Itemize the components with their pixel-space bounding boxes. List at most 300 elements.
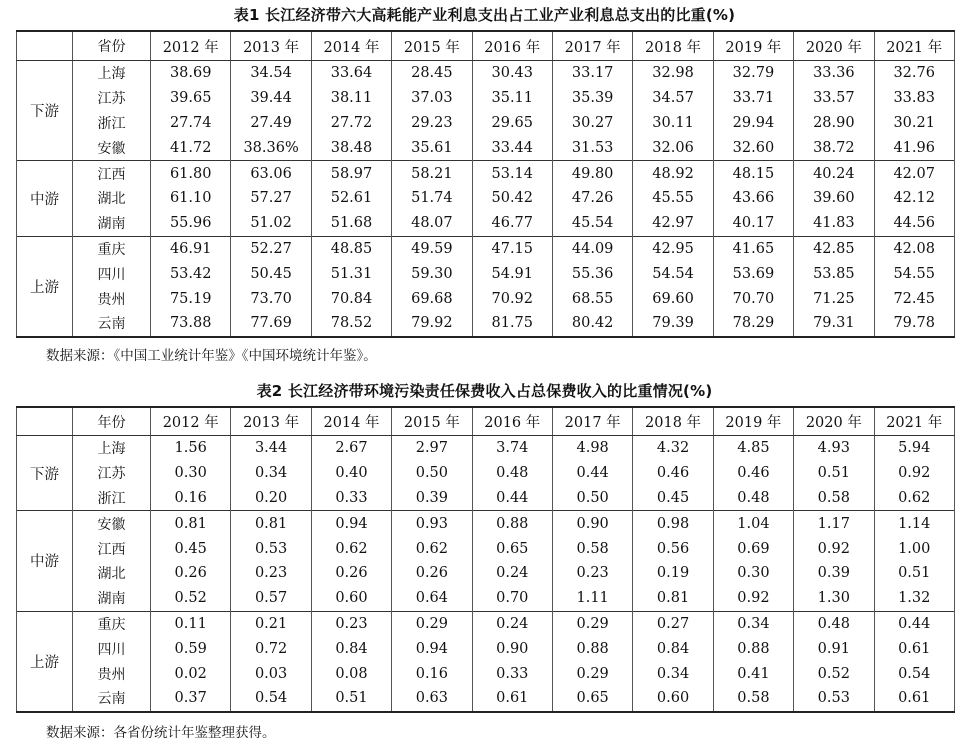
value-cell: 0.44 (552, 461, 632, 486)
value-cell: 1.56 (151, 436, 231, 461)
value-cell: 0.44 (472, 486, 552, 511)
value-cell: 1.11 (552, 586, 632, 611)
value-cell: 45.55 (633, 186, 713, 211)
value-cell: 0.70 (472, 586, 552, 611)
value-cell: 81.75 (472, 311, 552, 337)
value-cell: 4.85 (713, 436, 793, 461)
year-header-cell: 2020 年 (794, 407, 874, 436)
table-row (17, 511, 955, 536)
value-cell: 27.74 (151, 111, 231, 136)
value-cell: 0.24 (472, 611, 552, 636)
value-cell: 38.48 (311, 135, 391, 160)
table-row (17, 436, 955, 461)
value-cell: 53.85 (794, 261, 874, 286)
value-cell: 0.92 (713, 586, 793, 611)
year-header-cell: 2014 年 (311, 31, 391, 61)
year-header-cell: 2015 年 (392, 31, 472, 61)
province-cell: 湖北 (73, 186, 151, 211)
value-cell: 0.26 (151, 561, 231, 586)
value-cell: 32.79 (713, 61, 793, 86)
province-cell: 湖北 (73, 561, 151, 586)
value-cell: 75.19 (151, 286, 231, 311)
table-row (17, 135, 955, 160)
value-cell: 48.07 (392, 211, 472, 236)
value-cell: 42.85 (794, 236, 874, 261)
value-cell: 52.61 (311, 186, 391, 211)
value-cell: 0.72 (231, 636, 311, 661)
value-cell: 43.66 (713, 186, 793, 211)
value-cell: 0.02 (151, 661, 231, 686)
value-cell: 37.03 (392, 86, 472, 111)
value-cell: 57.27 (231, 186, 311, 211)
value-cell: 4.93 (794, 436, 874, 461)
value-cell: 1.17 (794, 511, 874, 536)
value-cell: 44.09 (552, 236, 632, 261)
value-cell: 33.71 (713, 86, 793, 111)
value-cell: 0.61 (874, 686, 954, 712)
value-cell: 0.59 (151, 636, 231, 661)
table1 (16, 30, 955, 338)
value-cell: 55.36 (552, 261, 632, 286)
value-cell: 0.84 (311, 636, 391, 661)
table-row (17, 261, 955, 286)
value-cell: 0.34 (713, 611, 793, 636)
year-header-cell: 2014 年 (311, 407, 391, 436)
value-cell: 48.85 (311, 236, 391, 261)
table-row (17, 211, 955, 236)
table-row (17, 486, 955, 511)
value-cell: 2.97 (392, 436, 472, 461)
region-cell: 下游 (17, 61, 73, 161)
value-cell: 0.30 (713, 561, 793, 586)
value-cell: 33.57 (794, 86, 874, 111)
value-cell: 30.21 (874, 111, 954, 136)
value-cell: 35.61 (392, 135, 472, 160)
province-cell: 贵州 (73, 286, 151, 311)
value-cell: 38.36% (231, 135, 311, 160)
value-cell: 0.84 (633, 636, 713, 661)
value-cell: 79.39 (633, 311, 713, 337)
value-cell: 0.58 (794, 486, 874, 511)
value-cell: 79.92 (392, 311, 472, 337)
value-cell: 28.90 (794, 111, 874, 136)
value-cell: 0.51 (874, 561, 954, 586)
value-cell: 0.26 (311, 561, 391, 586)
region-cell: 上游 (17, 611, 73, 712)
value-cell: 69.68 (392, 286, 472, 311)
value-cell: 0.57 (231, 586, 311, 611)
year-header-cell: 2018 年 (633, 407, 713, 436)
value-cell: 0.48 (472, 461, 552, 486)
value-cell: 48.92 (633, 161, 713, 186)
year-header-cell: 2012 年 (151, 31, 231, 61)
value-cell: 3.74 (472, 436, 552, 461)
value-cell: 1.04 (713, 511, 793, 536)
value-cell: 0.29 (552, 661, 632, 686)
province-cell: 云南 (73, 311, 151, 337)
year-header-cell: 2019 年 (713, 407, 793, 436)
year-header-cell: 2019 年 (713, 31, 793, 61)
province-cell: 四川 (73, 261, 151, 286)
value-cell: 0.24 (472, 561, 552, 586)
value-cell: 4.98 (552, 436, 632, 461)
value-cell: 0.54 (874, 661, 954, 686)
value-cell: 0.37 (151, 686, 231, 712)
table-row (17, 186, 955, 211)
value-cell: 0.08 (311, 661, 391, 686)
province-header-cell: 省份 (73, 31, 151, 61)
value-cell: 38.72 (794, 135, 874, 160)
value-cell: 0.81 (151, 511, 231, 536)
value-cell: 53.42 (151, 261, 231, 286)
province-cell: 湖南 (73, 586, 151, 611)
table-row (17, 586, 955, 611)
year-header-cell: 2016 年 (472, 31, 552, 61)
value-cell: 73.88 (151, 311, 231, 337)
value-cell: 0.88 (713, 636, 793, 661)
province-cell: 重庆 (73, 236, 151, 261)
value-cell: 0.64 (392, 586, 472, 611)
value-cell: 0.93 (392, 511, 472, 536)
value-cell: 70.92 (472, 286, 552, 311)
value-cell: 0.62 (392, 536, 472, 561)
region-header-cell (17, 31, 73, 61)
value-cell: 47.26 (552, 186, 632, 211)
value-cell: 33.36 (794, 61, 874, 86)
value-cell: 49.59 (392, 236, 472, 261)
table1-caption: 表1 长江经济带六大高耗能产业利息支出占工业产业利息总支出的比重(%) (233, 6, 736, 24)
value-cell: 30.43 (472, 61, 552, 86)
value-cell: 0.44 (874, 611, 954, 636)
value-cell: 0.90 (472, 636, 552, 661)
province-cell: 浙江 (73, 111, 151, 136)
value-cell: 77.69 (231, 311, 311, 337)
value-cell: 0.62 (874, 486, 954, 511)
value-cell: 0.39 (794, 561, 874, 586)
value-cell: 0.65 (472, 536, 552, 561)
value-cell: 41.96 (874, 135, 954, 160)
value-cell: 1.30 (794, 586, 874, 611)
province-cell: 安徽 (73, 511, 151, 536)
value-cell: 0.53 (794, 686, 874, 712)
value-cell: 0.50 (392, 461, 472, 486)
value-cell: 58.97 (311, 161, 391, 186)
value-cell: 72.45 (874, 286, 954, 311)
value-cell: 0.20 (231, 486, 311, 511)
value-cell: 54.91 (472, 261, 552, 286)
table-row (17, 286, 955, 311)
value-cell: 69.60 (633, 286, 713, 311)
value-cell: 33.83 (874, 86, 954, 111)
value-cell: 79.78 (874, 311, 954, 337)
table-row (17, 236, 955, 261)
region-cell: 下游 (17, 436, 73, 511)
value-cell: 33.64 (311, 61, 391, 86)
year-header-cell: 2021 年 (874, 407, 954, 436)
table1-header-row (17, 31, 955, 61)
table-row (17, 536, 955, 561)
value-cell: 1.14 (874, 511, 954, 536)
value-cell: 0.29 (552, 611, 632, 636)
province-cell: 上海 (73, 436, 151, 461)
value-cell: 78.52 (311, 311, 391, 337)
value-cell: 54.54 (633, 261, 713, 286)
table-row (17, 86, 955, 111)
value-cell: 33.44 (472, 135, 552, 160)
value-cell: 35.11 (472, 86, 552, 111)
value-cell: 0.34 (633, 661, 713, 686)
value-cell: 47.15 (472, 236, 552, 261)
region-cell: 中游 (17, 161, 73, 236)
table2-header-row (17, 407, 955, 436)
table-row (17, 686, 955, 712)
province-header-cell: 年份 (73, 407, 151, 436)
province-cell: 安徽 (73, 135, 151, 160)
value-cell: 0.48 (794, 611, 874, 636)
year-header-cell: 2018 年 (633, 31, 713, 61)
value-cell: 0.41 (713, 661, 793, 686)
table-row (17, 461, 955, 486)
value-cell: 40.24 (794, 161, 874, 186)
value-cell: 32.60 (713, 135, 793, 160)
province-cell: 四川 (73, 636, 151, 661)
year-header-cell: 2017 年 (552, 31, 632, 61)
value-cell: 0.60 (633, 686, 713, 712)
value-cell: 30.27 (552, 111, 632, 136)
value-cell: 0.81 (633, 586, 713, 611)
value-cell: 0.45 (151, 536, 231, 561)
province-cell: 上海 (73, 61, 151, 86)
value-cell: 41.65 (713, 236, 793, 261)
value-cell: 59.30 (392, 261, 472, 286)
value-cell: 41.72 (151, 135, 231, 160)
value-cell: 32.76 (874, 61, 954, 86)
region-header-cell (17, 407, 73, 436)
region-cell: 上游 (17, 236, 73, 337)
value-cell: 0.92 (794, 536, 874, 561)
value-cell: 27.72 (311, 111, 391, 136)
value-cell: 0.98 (633, 511, 713, 536)
value-cell: 42.12 (874, 186, 954, 211)
value-cell: 0.46 (633, 461, 713, 486)
value-cell: 32.98 (633, 61, 713, 86)
value-cell: 50.42 (472, 186, 552, 211)
province-cell: 江西 (73, 161, 151, 186)
table-row (17, 111, 955, 136)
value-cell: 0.51 (794, 461, 874, 486)
value-cell: 63.06 (231, 161, 311, 186)
province-cell: 重庆 (73, 611, 151, 636)
province-cell: 江苏 (73, 461, 151, 486)
value-cell: 0.19 (633, 561, 713, 586)
value-cell: 1.32 (874, 586, 954, 611)
value-cell: 0.90 (552, 511, 632, 536)
value-cell: 41.83 (794, 211, 874, 236)
value-cell: 73.70 (231, 286, 311, 311)
value-cell: 51.02 (231, 211, 311, 236)
table2-source-note: 数据来源：各省份统计年鉴整理获得。 (46, 725, 276, 741)
value-cell: 0.92 (874, 461, 954, 486)
value-cell: 55.96 (151, 211, 231, 236)
value-cell: 0.53 (231, 536, 311, 561)
region-cell: 中游 (17, 511, 73, 611)
value-cell: 0.94 (311, 511, 391, 536)
value-cell: 53.69 (713, 261, 793, 286)
value-cell: 0.30 (151, 461, 231, 486)
value-cell: 0.65 (552, 686, 632, 712)
value-cell: 0.81 (231, 511, 311, 536)
value-cell: 31.53 (552, 135, 632, 160)
value-cell: 38.69 (151, 61, 231, 86)
value-cell: 0.03 (231, 661, 311, 686)
value-cell: 1.00 (874, 536, 954, 561)
value-cell: 42.95 (633, 236, 713, 261)
value-cell: 0.45 (633, 486, 713, 511)
value-cell: 0.52 (151, 586, 231, 611)
value-cell: 51.68 (311, 211, 391, 236)
value-cell: 34.54 (231, 61, 311, 86)
value-cell: 30.11 (633, 111, 713, 136)
value-cell: 0.16 (392, 661, 472, 686)
value-cell: 0.21 (231, 611, 311, 636)
value-cell: 3.44 (231, 436, 311, 461)
value-cell: 34.57 (633, 86, 713, 111)
value-cell: 0.46 (713, 461, 793, 486)
value-cell: 44.56 (874, 211, 954, 236)
value-cell: 0.94 (392, 636, 472, 661)
value-cell: 50.45 (231, 261, 311, 286)
province-cell: 浙江 (73, 486, 151, 511)
value-cell: 68.55 (552, 286, 632, 311)
value-cell: 0.51 (311, 686, 391, 712)
value-cell: 38.11 (311, 86, 391, 111)
value-cell: 0.61 (874, 636, 954, 661)
value-cell: 48.15 (713, 161, 793, 186)
value-cell: 0.62 (311, 536, 391, 561)
value-cell: 51.74 (392, 186, 472, 211)
value-cell: 29.23 (392, 111, 472, 136)
value-cell: 27.49 (231, 111, 311, 136)
table2-caption: 表2 长江经济带环境污染责任保费收入占总保费收入的比重情况(%) (256, 382, 713, 400)
value-cell: 0.61 (472, 686, 552, 712)
value-cell: 5.94 (874, 436, 954, 461)
value-cell: 80.42 (552, 311, 632, 337)
value-cell: 28.45 (392, 61, 472, 86)
value-cell: 0.27 (633, 611, 713, 636)
value-cell: 29.94 (713, 111, 793, 136)
value-cell: 79.31 (794, 311, 874, 337)
value-cell: 78.29 (713, 311, 793, 337)
province-cell: 江西 (73, 536, 151, 561)
value-cell: 0.23 (552, 561, 632, 586)
value-cell: 71.25 (794, 286, 874, 311)
value-cell: 45.54 (552, 211, 632, 236)
value-cell: 0.58 (552, 536, 632, 561)
value-cell: 42.08 (874, 236, 954, 261)
value-cell: 0.26 (392, 561, 472, 586)
table-row (17, 636, 955, 661)
value-cell: 0.23 (231, 561, 311, 586)
value-cell: 0.11 (151, 611, 231, 636)
year-header-cell: 2021 年 (874, 31, 954, 61)
value-cell: 0.16 (151, 486, 231, 511)
year-header-cell: 2017 年 (552, 407, 632, 436)
value-cell: 0.69 (713, 536, 793, 561)
province-cell: 江苏 (73, 86, 151, 111)
value-cell: 53.14 (472, 161, 552, 186)
value-cell: 0.54 (231, 686, 311, 712)
value-cell: 33.17 (552, 61, 632, 86)
value-cell: 0.52 (794, 661, 874, 686)
value-cell: 46.91 (151, 236, 231, 261)
value-cell: 32.06 (633, 135, 713, 160)
value-cell: 0.56 (633, 536, 713, 561)
value-cell: 54.55 (874, 261, 954, 286)
value-cell: 49.80 (552, 161, 632, 186)
value-cell: 39.44 (231, 86, 311, 111)
table-row (17, 561, 955, 586)
year-header-cell: 2015 年 (392, 407, 472, 436)
value-cell: 46.77 (472, 211, 552, 236)
value-cell: 0.34 (231, 461, 311, 486)
value-cell: 0.48 (713, 486, 793, 511)
value-cell: 70.84 (311, 286, 391, 311)
value-cell: 0.91 (794, 636, 874, 661)
table-row (17, 661, 955, 686)
value-cell: 35.39 (552, 86, 632, 111)
value-cell: 70.70 (713, 286, 793, 311)
value-cell: 58.21 (392, 161, 472, 186)
table-row (17, 61, 955, 86)
province-cell: 湖南 (73, 211, 151, 236)
year-header-cell: 2020 年 (794, 31, 874, 61)
value-cell: 52.27 (231, 236, 311, 261)
table1-source-note: 数据来源：《中国工业统计年鉴》《中国环境统计年鉴》。 (46, 348, 377, 364)
value-cell: 0.40 (311, 461, 391, 486)
table2 (16, 406, 955, 713)
value-cell: 51.31 (311, 261, 391, 286)
value-cell: 42.97 (633, 211, 713, 236)
value-cell: 0.33 (472, 661, 552, 686)
year-header-cell: 2013 年 (231, 31, 311, 61)
year-header-cell: 2016 年 (472, 407, 552, 436)
value-cell: 0.88 (552, 636, 632, 661)
province-cell: 云南 (73, 686, 151, 712)
value-cell: 61.10 (151, 186, 231, 211)
value-cell: 42.07 (874, 161, 954, 186)
province-cell: 贵州 (73, 661, 151, 686)
value-cell: 0.23 (311, 611, 391, 636)
year-header-cell: 2012 年 (151, 407, 231, 436)
value-cell: 0.88 (472, 511, 552, 536)
table-row (17, 611, 955, 636)
value-cell: 0.39 (392, 486, 472, 511)
year-header-cell: 2013 年 (231, 407, 311, 436)
value-cell: 0.58 (713, 686, 793, 712)
table-row (17, 311, 955, 337)
value-cell: 0.50 (552, 486, 632, 511)
value-cell: 39.60 (794, 186, 874, 211)
table-row (17, 161, 955, 186)
value-cell: 40.17 (713, 211, 793, 236)
value-cell: 0.29 (392, 611, 472, 636)
value-cell: 61.80 (151, 161, 231, 186)
value-cell: 29.65 (472, 111, 552, 136)
value-cell: 0.33 (311, 486, 391, 511)
value-cell: 2.67 (311, 436, 391, 461)
value-cell: 0.60 (311, 586, 391, 611)
value-cell: 4.32 (633, 436, 713, 461)
